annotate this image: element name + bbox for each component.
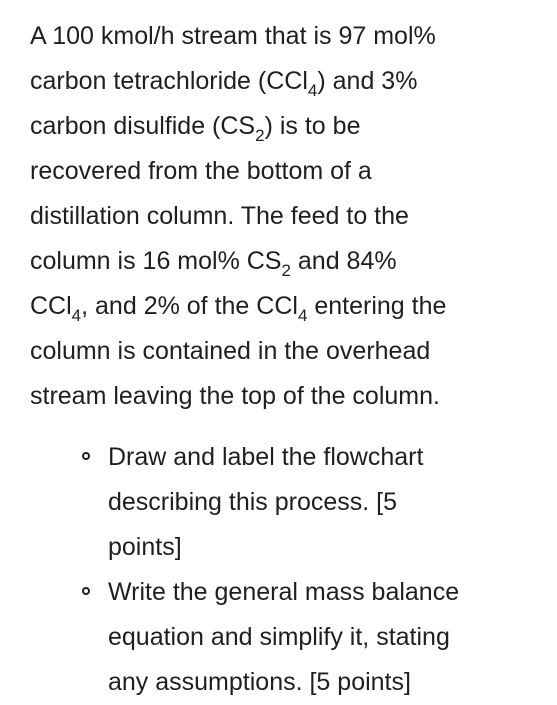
subscript: 4	[71, 306, 82, 325]
hollow-bullet-icon	[82, 587, 90, 595]
problem-line	[30, 284, 552, 329]
text-span: ) and 3%	[317, 67, 418, 95]
subscript: 4	[297, 306, 308, 325]
problem-line	[30, 59, 552, 104]
task-list	[0, 435, 557, 705]
text-span: and 84%	[290, 247, 397, 275]
text-span: , and 2% of the CCl	[81, 292, 298, 320]
problem-line	[30, 149, 552, 194]
subscript: 4	[307, 81, 318, 100]
text-span: stream leaving the top of the column.	[30, 382, 440, 410]
text-span: recovered from the bottom of a	[30, 157, 372, 185]
text-span: ) is to be	[264, 112, 361, 140]
hollow-bullet-icon	[82, 452, 90, 460]
task-item	[0, 570, 557, 705]
subscript: 2	[255, 126, 265, 145]
text-span: distillation column. The feed to the	[30, 202, 409, 230]
text-span: CCl	[30, 292, 72, 320]
text-span: A 100 kmol/h stream that is 97 mol%	[30, 22, 436, 50]
task-line: describing this process. [5	[108, 488, 398, 516]
task-line: any assumptions. [5 points]	[108, 668, 411, 696]
text-span: column is 16 mol% CS	[30, 247, 282, 275]
task-line: equation and simplify it, stating	[108, 623, 450, 651]
task-line: points]	[108, 533, 182, 561]
task-line: Write the general mass balance	[108, 578, 460, 606]
text-span: column is contained in the overhead	[30, 337, 431, 365]
problem-line	[30, 374, 552, 419]
text-span: entering the	[307, 292, 447, 320]
problem-line	[30, 14, 552, 59]
text-span: carbon disulfide (CS	[30, 112, 256, 140]
task-line: Draw and label the flowchart	[108, 443, 424, 471]
problem-line	[30, 104, 552, 149]
problem-line	[30, 239, 552, 284]
problem-line	[30, 329, 552, 374]
text-span: carbon tetrachloride (CCl	[30, 67, 308, 95]
subscript: 2	[281, 261, 291, 280]
problem-line	[30, 194, 552, 239]
problem-statement	[30, 14, 552, 419]
task-item	[0, 435, 557, 570]
